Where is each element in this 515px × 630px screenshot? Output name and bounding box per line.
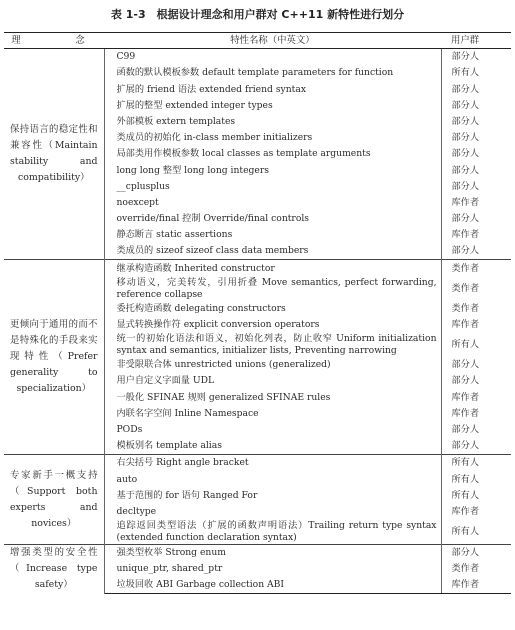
concept-cell: 更倾向于通用的而不是特殊化的手段来实现特性（Prefer generality to specialization） (4, 260, 104, 455)
audience-cell: 库作者 (441, 317, 511, 333)
audience-cell: 类作者 (441, 561, 511, 577)
feature-group (4, 544, 511, 594)
feature-name-cell: noexcept (116, 196, 159, 208)
audience-cell: 部分人 (441, 373, 511, 389)
feature-name-cell: 静态断言 static assertions (116, 229, 233, 241)
feature-name-cell: 追踪返回类型语法（扩展的函数声明语法）Trailing return type syntax (extended function declaration syntax) (116, 520, 437, 543)
feature-name-cell: 继承构造函数 Inherited constructor (104, 260, 441, 277)
audience-cell: 所有人 (441, 65, 511, 81)
feature-name-cell: 函数的默认模板参数 default template parameters for function (116, 67, 394, 79)
table-row (4, 49, 511, 66)
audience-cell: 部分人 (441, 98, 511, 114)
feature-group (4, 260, 511, 455)
concept-cell: 保持语言的稳定性和兼容性（Maintain stability and compatibility） (4, 49, 104, 260)
feature-name-cell: 右尖括号 Right angle bracket (104, 455, 441, 472)
audience-cell: 部分人 (441, 544, 511, 561)
feature-name-cell: 局部类用作模板参数 local classes as template arguments (116, 148, 371, 160)
feature-name-cell: PODs (116, 423, 143, 435)
feature-name-cell: 委托构造函数 delegating constructors (116, 302, 286, 314)
audience-cell: 库作者 (441, 406, 511, 422)
feature-name-cell: 统一的初始化语法和语义，初始化列表，防止收窄 Uniform initialization syntax and semantics, initializer lists, Preventing narrowing (116, 333, 437, 356)
feature-name-cell: 非受限联合体 unrestricted unions (generalized) (116, 359, 331, 371)
feature-name-cell: 扩展的 friend 语法 extended friend syntax (116, 83, 307, 95)
audience-cell: 部分人 (441, 49, 511, 66)
audience-cell: 部分人 (441, 422, 511, 438)
table-header-row (4, 33, 511, 49)
audience-cell: 部分人 (441, 357, 511, 373)
feature-name-cell: 内联名字空间 Inline Namespace (116, 407, 259, 419)
feature-name-cell: 移动语义，完美转发，引用折叠 Move semantics, perfect forwarding, reference collapse (116, 276, 437, 300)
feature-name-cell: __cplusplus (116, 180, 170, 192)
feature-name-cell: 用户自定义字面量 UDL (116, 375, 215, 387)
audience-cell: 部分人 (441, 146, 511, 162)
feature-name-cell: C99 (104, 49, 441, 66)
audience-cell: 类作者 (441, 260, 511, 277)
table-row (4, 260, 511, 277)
feature-name-cell: 基于范围的 for 语句 Ranged For (116, 489, 258, 501)
table-row (4, 544, 511, 561)
feature-name-cell: 扩展的整型 extended integer types (116, 99, 273, 111)
audience-cell: 部分人 (441, 162, 511, 178)
feature-name-cell: 强类型枚举 Strong enum (104, 544, 441, 561)
audience-cell: 所有人 (441, 455, 511, 472)
feature-name-cell: 类成员的初始化 in-class member initializers (116, 132, 313, 144)
table-row (4, 455, 511, 472)
feature-name-cell: 显式转换操作符 explicit conversion operators (116, 319, 320, 330)
feature-name-cell: unique_ptr, shared_ptr (116, 563, 223, 575)
audience-cell: 部分人 (441, 130, 511, 146)
header-concept: 理 念 (4, 33, 104, 49)
audience-cell: 类作者 (441, 277, 511, 301)
feature-name-cell: decltype (116, 505, 157, 517)
audience-cell: 部分人 (441, 179, 511, 195)
header-feature-name: 特性名称（中英文） (104, 33, 441, 49)
feature-name-cell: 一般化 SFINAE 规则 generalized SFINAE rules (116, 391, 331, 403)
audience-cell: 库作者 (441, 389, 511, 405)
audience-cell: 部分人 (441, 438, 511, 455)
audience-cell: 类作者 (441, 301, 511, 317)
audience-cell: 部分人 (441, 114, 511, 130)
feature-name-cell: override/final 控制 Override/final controls (116, 213, 310, 225)
feature-name-cell: 模板别名 template alias (116, 440, 222, 452)
audience-cell: 所有人 (441, 333, 511, 357)
cpp11-features-table (4, 32, 511, 594)
concept-cell: 增强类型的安全性（Increase type safety） (4, 544, 104, 594)
audience-cell: 库作者 (441, 227, 511, 243)
audience-cell: 部分人 (441, 81, 511, 97)
table-caption: 表 1-3 根据设计理念和用户群对 C++11 新特性进行划分 (110, 8, 405, 21)
audience-cell: 所有人 (441, 520, 511, 545)
feature-name-cell: auto (116, 473, 138, 485)
audience-cell: 所有人 (441, 471, 511, 487)
audience-cell: 部分人 (441, 211, 511, 227)
audience-cell: 所有人 (441, 488, 511, 504)
feature-name-cell: 类成员的 sizeof sizeof class data members (116, 245, 309, 257)
audience-cell: 库作者 (441, 504, 511, 520)
header-audience: 用户群 (441, 33, 511, 49)
feature-group (4, 455, 511, 545)
feature-name-cell: 外部模板 extern templates (116, 115, 236, 127)
audience-cell: 库作者 (441, 195, 511, 211)
feature-group (4, 49, 511, 260)
feature-name-cell: 垃圾回收 ABI Garbage collection ABI (104, 577, 441, 594)
audience-cell: 库作者 (441, 577, 511, 594)
feature-name-cell: long long 整型 long long integers (116, 164, 269, 176)
concept-cell: 专家新手一概支持（Support both experts and novices） (4, 455, 104, 545)
audience-cell: 部分人 (441, 243, 511, 260)
